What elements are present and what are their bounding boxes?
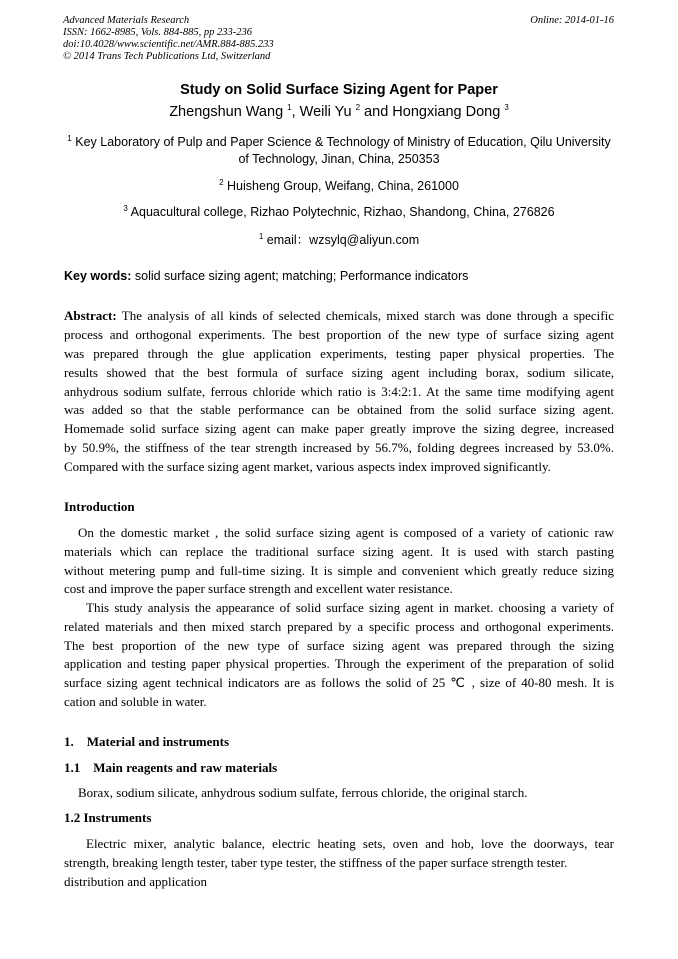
authors <box>0 103 678 120</box>
abstract-line: anhydrous sodium sulfate, ferrous chloride which ratio is 3:4:2:1. At the same time modifying agent <box>64 384 614 399</box>
affiliation-1 <box>0 134 678 149</box>
doi: doi:10.4028/www.scientific.net/AMR.884-885.233 <box>63 39 274 50</box>
keywords <box>64 268 614 284</box>
instruments-line: Electric mixer, analytic balance, electric heating sets, oven and hob, love the doorways, tear <box>86 836 614 851</box>
affil-line: Aquacultural college, Rizhao Polytechnic, Rizhao, Shandong, China, 276826 <box>130 205 555 220</box>
introduction-heading: Introduction <box>64 499 135 514</box>
journal-name: Advanced Materials Research <box>63 15 190 26</box>
affil-line: Huisheng Group, Weifang, China, 261000 <box>227 179 459 194</box>
keywords-text: solid surface sizing agent; matching; Performance indicators <box>131 269 469 283</box>
author: and Hongxiang Dong <box>360 103 505 120</box>
intro-line: application and testing paper physical properties. Through the experiment of the preparation of solid <box>64 656 614 671</box>
intro-line: The best proportion of the new type of surface sizing agent was prepared through the sizing <box>64 638 614 653</box>
affil-sup: 2 <box>219 178 224 187</box>
abstract-line: Compared with the surface sizing agent market, various aspects index improved significantly. <box>64 459 551 474</box>
copyright: © 2014 Trans Tech Publications Ltd, Switzerland <box>63 51 271 62</box>
intro-line: This study analysis the appearance of solid surface sizing agent in market. choosing a variety of <box>86 600 614 615</box>
affiliation-1-cont: of Technology, Jinan, China, 250353 <box>238 152 440 166</box>
intro-line: surface sizing agent technical indicators are as follows the solid of 25 ℃ , size of 40-80 mesh. It is <box>64 675 614 690</box>
section-1-heading: 1. Material and instruments <box>64 734 230 749</box>
abstract-line: was prepared through the glue application experiments, testing paper physical properties. The <box>64 346 614 361</box>
abstract-line: Homemade solid surface sizing agent can make paper greatly improve the sizing degree, increased <box>64 421 614 436</box>
abstract-label: Abstract: <box>64 308 117 323</box>
affil-sup: 3 <box>123 204 128 213</box>
intro-line: without metering pump and full-time sizing. It is simple and convenient which greatly reduce sizing <box>64 563 614 578</box>
section-1-1-heading: 1.1 Main reagents and raw materials <box>64 760 278 775</box>
abstract-line: was added so that the stable performance can be obtained from the solid surface sizing agent. <box>64 402 614 417</box>
affil-sup: 1 <box>67 134 72 143</box>
abstract-line: by 50.9%, the stiffness of the tear strength increased by 56.7%, folding degrees increased by 53.0%. <box>64 440 614 455</box>
instruments-line: distribution and application <box>64 874 207 889</box>
affiliation-2 <box>0 178 678 193</box>
email-text: email：wzsylq@aliyun.com <box>266 233 420 247</box>
intro-line: materials which can replace the traditional surface sizing agent. It is used with starch pasting <box>64 544 614 559</box>
affil-line: Key Laboratory of Pulp and Paper Science & Technology of Ministry of Education, Qilu University <box>75 135 611 150</box>
author-sup: 2 <box>355 103 361 112</box>
paper-title: Study on Solid Surface Sizing Agent for Paper <box>180 82 498 98</box>
author-sup: 1 <box>287 103 292 112</box>
intro-line: cost and improve the paper surface strength and excellent water resistance. <box>64 581 453 596</box>
affiliation-3 <box>0 204 678 219</box>
email <box>0 230 678 248</box>
intro-line: cation and soluble in water. <box>64 694 207 709</box>
author-sup: 3 <box>504 103 509 112</box>
abstract-line: results showed that the best formula of surface sizing agent including borax, sodium silicate, <box>64 365 614 380</box>
intro-line: On the domestic market , the solid surface sizing agent is composed of a variety of cationic raw <box>78 525 614 540</box>
affil-sup: 1 <box>258 231 264 241</box>
instruments-line: strength, breaking length tester, taber type tester, the stiffness of the paper surface strength tester. <box>64 855 568 870</box>
issn: ISSN: 1662-8985, Vols. 884-885, pp 233-236 <box>63 27 252 38</box>
author: , Weili Yu <box>291 103 356 120</box>
online-date: Online: 2014-01-16 <box>530 15 614 26</box>
abstract-line: The analysis of all kinds of selected chemicals, mixed starch was done through a specific <box>116 308 614 323</box>
author: Zhengshun Wang <box>169 103 288 120</box>
section-1-2-heading: 1.2 Instruments <box>64 810 152 825</box>
abstract-line: process and orthogonal experiments. The best proportion of the new type of surface sizing agent <box>64 327 614 342</box>
keywords-label: Key words: <box>64 269 132 283</box>
reagents-text: Borax, sodium silicate, anhydrous sodium sulfate, ferrous chloride, the original starch. <box>78 785 528 800</box>
intro-line: related materials and then mixed starch prepared by a specific process and orthogonal experiments. <box>64 619 614 634</box>
